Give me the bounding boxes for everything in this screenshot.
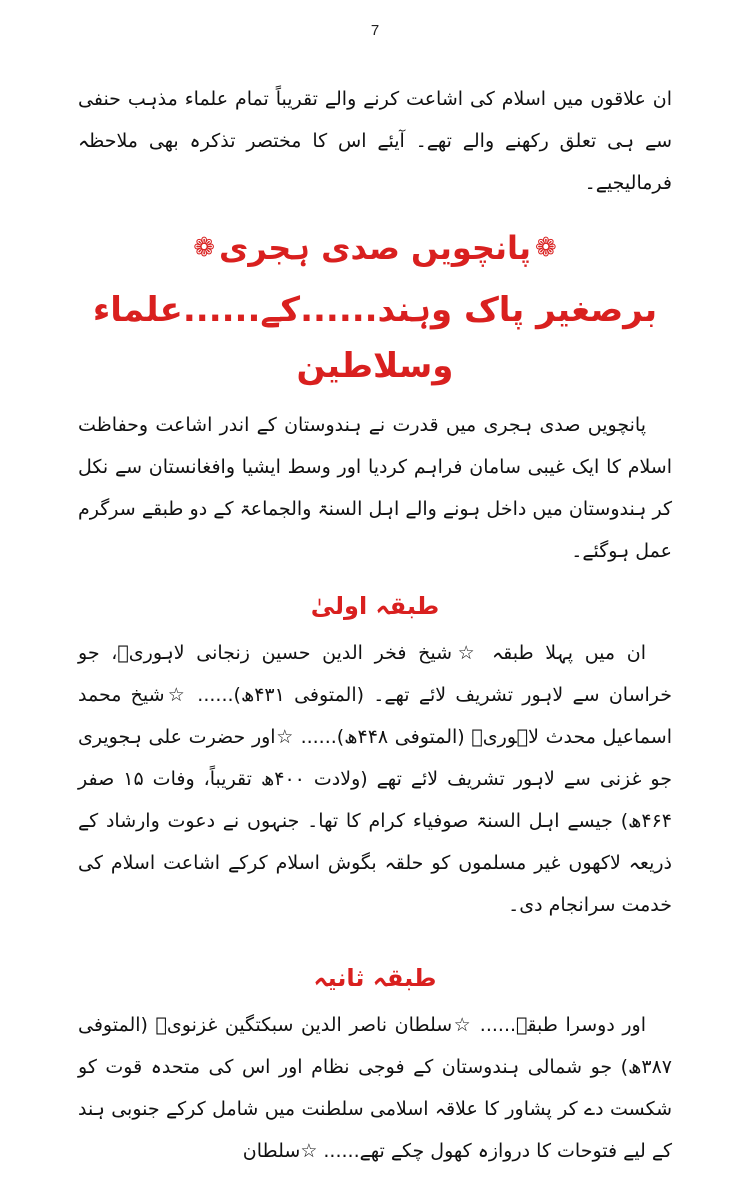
section-subtitle: برصغیر پاک وہند......کے......علماء وسلاطین [92,290,658,386]
section-title [78,222,672,274]
page-number: 7 [370,22,380,39]
tabqa-1-title: طبقہ اولیٰ [310,592,440,620]
tabqa-2-title: طبقہ ثانیہ [313,964,437,992]
tabqa-2-text: اور دوسرا طبقہ...... ☆سلطان ناصر الدین سبکتگین غزنویؒ (المتوفی ۳۸۷ھ) جو شمالی ہندوستان کے فوجی نظام اور اس کی متحدہ قوت کو شکست دے کر پشاور کا علاقہ اسلامی سلطنت میں شامل کرکے جنوبی ہند کے لیے فتوحات کا دروازہ کھول چکے تھے...... ☆سلطان [78,1014,672,1162]
flower-ornament-icon: ❁ [535,233,557,263]
tabqa-2-paragraph [78,1004,672,1172]
page-content [78,78,672,1172]
tabqa-1-text: ان میں پہلا طبقہ ☆شیخ فخر الدین حسین زنجانی لاہوریؒ، جو خراسان سے لاہور تشریف لائے تھے۔ (المتوفی ۴۳۱ھ)...... ☆شیخ محمد اسماعیل محدث لاہوریؒ (المتوفی ۴۴۸ھ)...... ☆اور حضرت علی ہجویری جو غزنی سے لاہور تشریف لائے تھے (ولادت ۴۰۰ھ تقریباً، وفات ۱۵ صفر ۴۶۴ھ) جیسے اہل السنۃ صوفیاء کرام کا تھا۔ جنہوں نے دعوت وارشاد کے ذریعہ لاکھوں غیر مسلموں کو حلقہ بگوش اسلام کرکے اشاعت اسلام کی خدمت سرانجام دی۔ [78,642,672,916]
tabqa-1-paragraph [78,632,672,926]
section-paragraph-text: پانچویں صدی ہجری میں قدرت نے ہندوستان کے اندر اشاعت وحفاظت اسلام کا ایک غیبی سامان فراہم کردیا اور وسط ایشیا وافغانستان سے نکل کر ہندوستان میں داخل ہونے والے اہل السنۃ والجماعۃ کے دو طبقے سرگرم عمل ہوگئے۔ [78,414,672,562]
flower-ornament-icon: ❁ [193,233,215,263]
intro-paragraph: ان علاقوں میں اسلام کی اشاعت کرنے والے تقریباً تمام علماء مذہب حنفی سے ہی تعلق رکھنے والے تھے۔ آیئے اس کا مختصر تذکرہ بھی ملاحظہ فرمالیجیے۔ [78,88,672,194]
section-paragraph [78,404,672,572]
section-title-text: پانچویں صدی ہجری [218,229,532,267]
